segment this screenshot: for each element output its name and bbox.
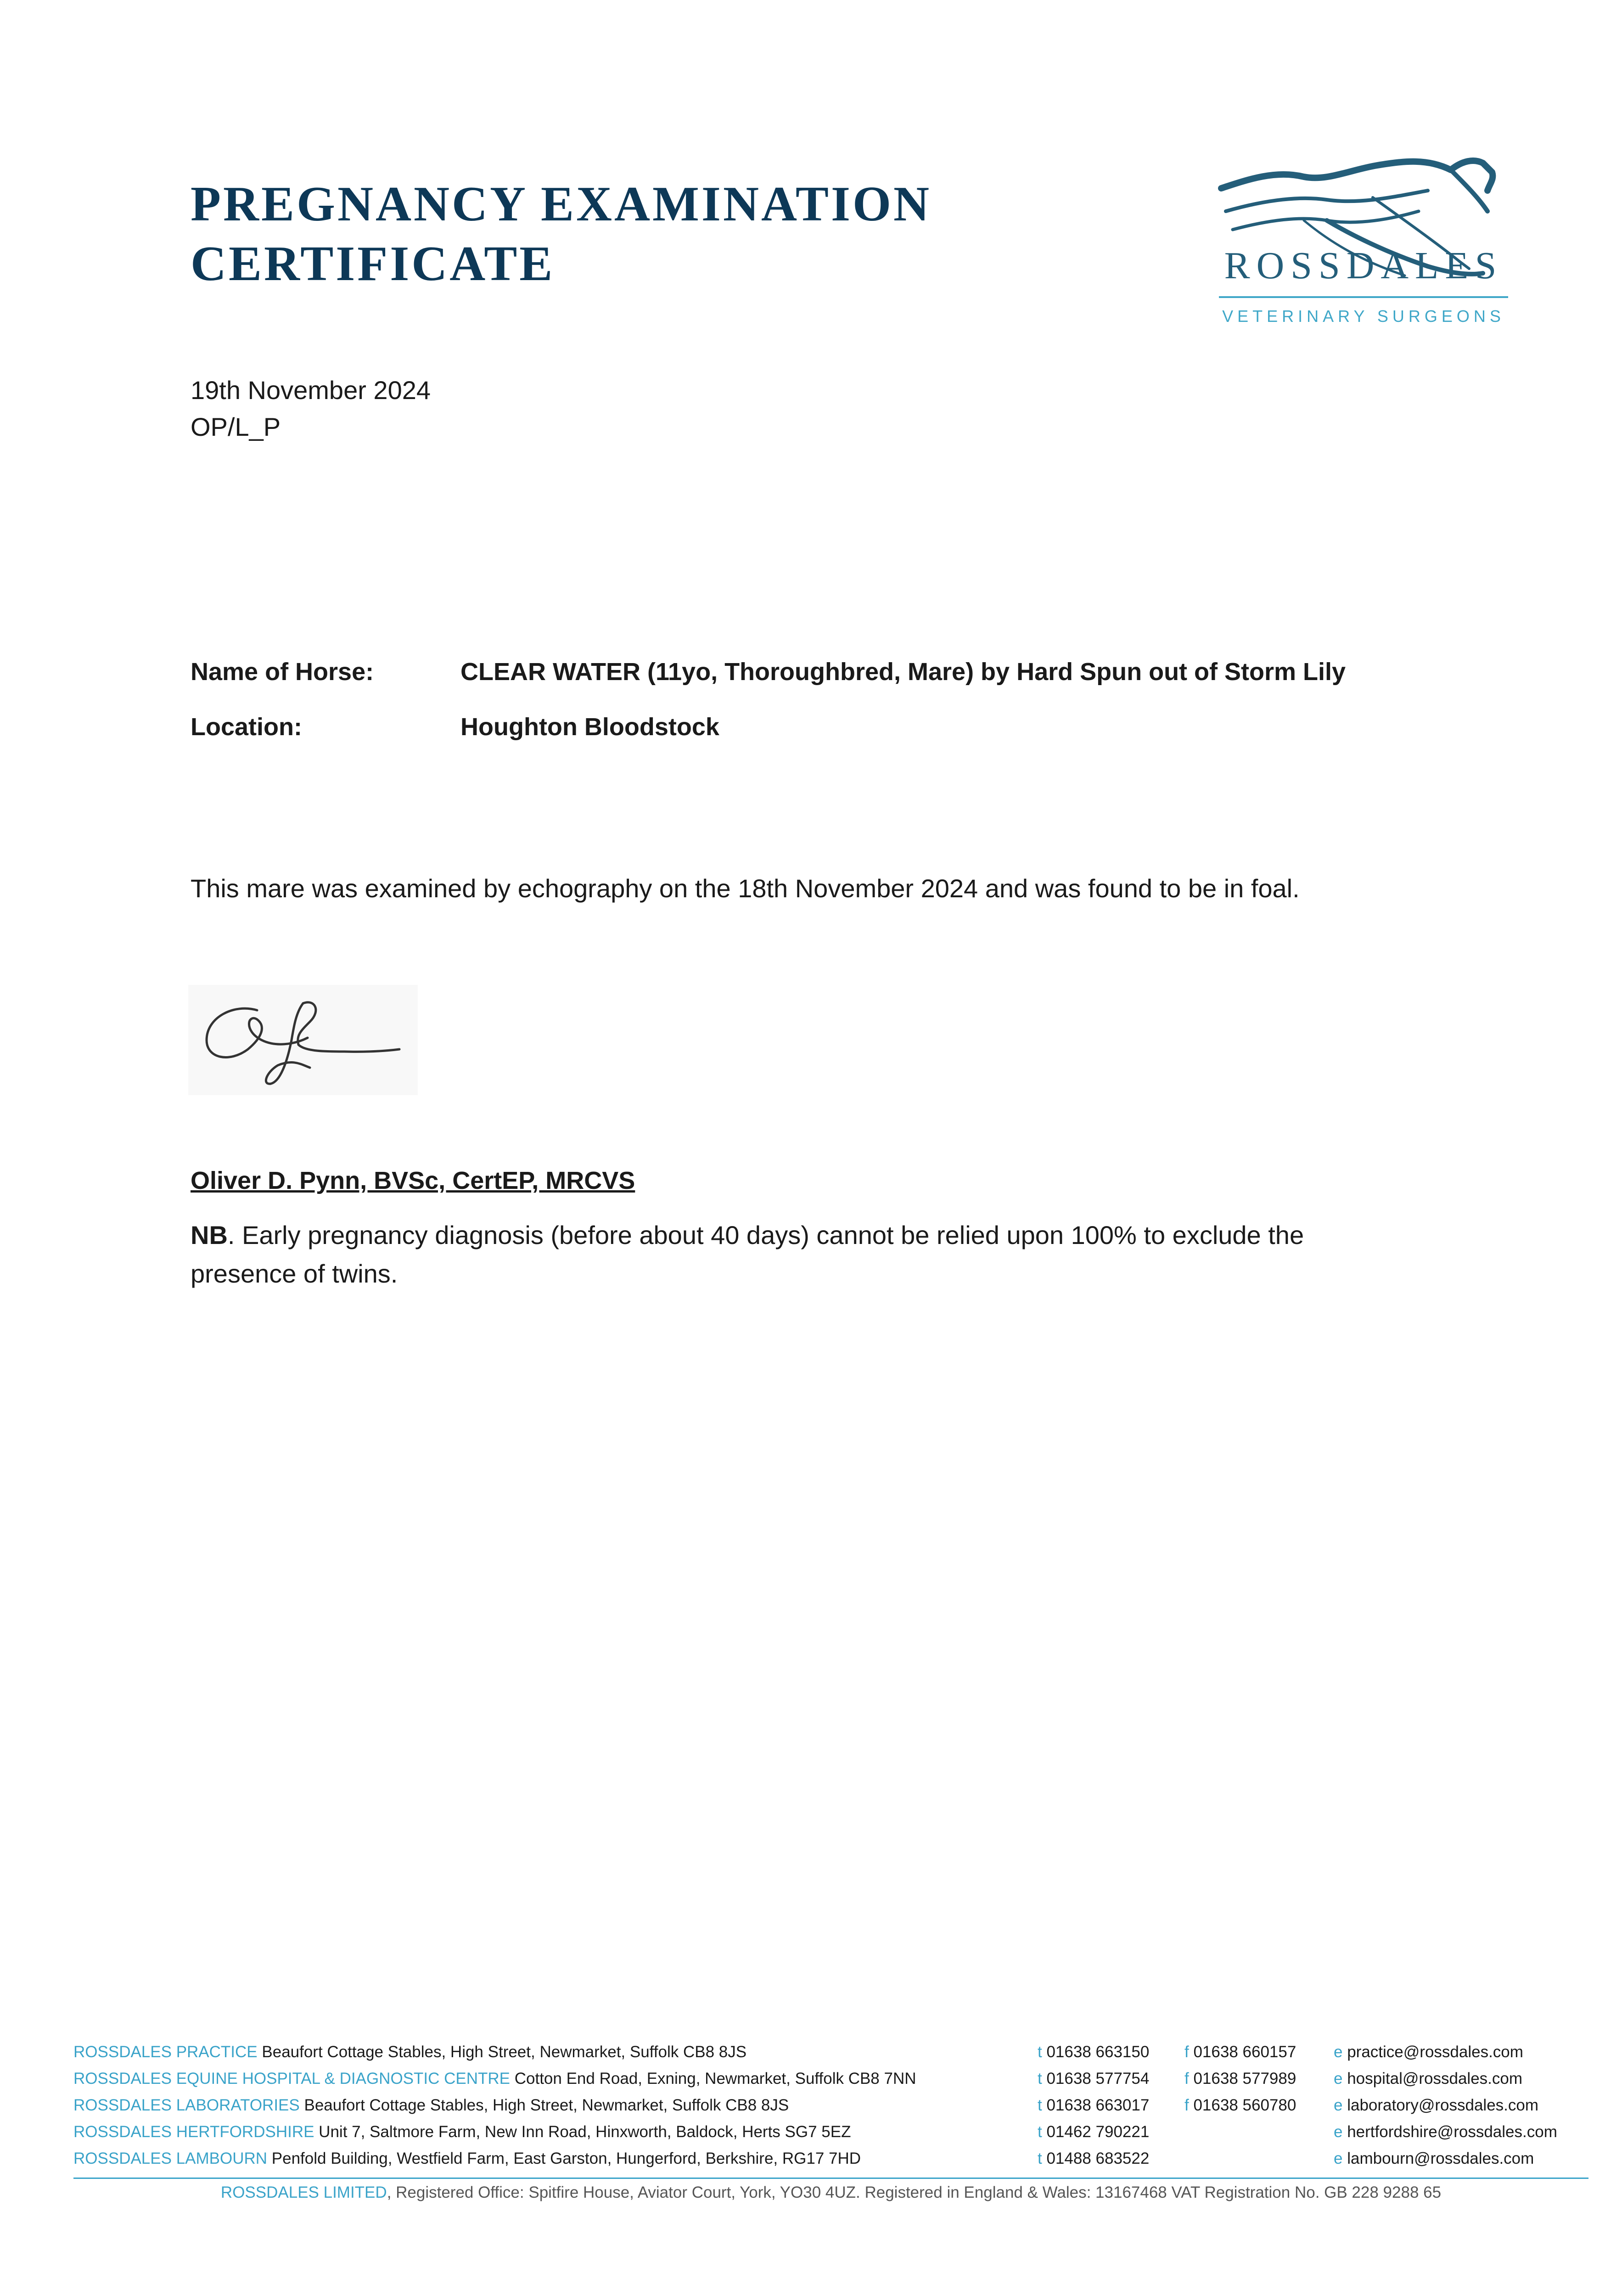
- document-meta: [191, 372, 431, 445]
- twin-disclaimer: [191, 1216, 1384, 1293]
- email-prefix: e: [1334, 2150, 1343, 2167]
- tel-prefix: t: [1038, 2043, 1042, 2061]
- footer-hospital-tel: 01638 577754: [1046, 2070, 1150, 2088]
- footer-hertfordshire-email[interactable]: hertfordshire@rossdales.com: [1347, 2123, 1557, 2141]
- title-line-1: PREGNANCY EXAMINATION: [191, 177, 932, 231]
- document-date: 19th November 2024: [191, 376, 431, 405]
- tel-prefix: t: [1038, 2123, 1042, 2141]
- footer-hospital-fax: 01638 577989: [1193, 2070, 1296, 2088]
- footer-hertfordshire-address: Unit 7, Saltmore Farm, New Inn Road, Hinxworth, Baldock, Herts SG7 5EZ: [314, 2123, 851, 2141]
- footer-row-hertfordshire: [73, 2119, 1588, 2145]
- nb-label: NB: [191, 1221, 228, 1249]
- email-prefix: e: [1334, 2043, 1343, 2061]
- horse-name-label: Name of Horse:: [191, 658, 374, 686]
- footer-laboratories-name: ROSSDALES LABORATORIES: [73, 2096, 300, 2114]
- title-line-2: CERTIFICATE: [191, 236, 555, 291]
- footer-practice-tel: 01638 663150: [1046, 2043, 1150, 2061]
- footer-row-laboratories: [73, 2092, 1588, 2119]
- footer-hertfordshire-name: ROSSDALES HERTFORDSHIRE: [73, 2123, 314, 2141]
- footer-row-practice: [73, 2039, 1588, 2065]
- footer-lambourn-address: Penfold Building, Westfield Farm, East Garston, Hungerford, Berkshire, RG17 7HD: [267, 2150, 861, 2167]
- footer-practice-address: Beaufort Cottage Stables, High Street, Newmarket, Suffolk CB8 8JS: [257, 2043, 747, 2061]
- fax-prefix: f: [1184, 2070, 1189, 2088]
- footer-practice-name: ROSSDALES PRACTICE: [73, 2043, 258, 2061]
- footer-hospital-address: Cotton End Road, Exning, Newmarket, Suffolk CB8 7NN: [510, 2070, 916, 2088]
- logo-divider: [1219, 296, 1508, 298]
- footer-laboratories-email[interactable]: laboratory@rossdales.com: [1347, 2096, 1539, 2114]
- location-value: Houghton Bloodstock: [460, 713, 719, 741]
- footer-laboratories-address: Beaufort Cottage Stables, High Street, Newmarket, Suffolk CB8 8JS: [299, 2096, 789, 2114]
- footer-practice-email[interactable]: practice@rossdales.com: [1347, 2043, 1523, 2061]
- certificate-title: [191, 174, 932, 294]
- examination-statement: This mare was examined by echography on the 18th November 2024 and was found to be in foal.: [191, 874, 1300, 903]
- footer-hospital-email[interactable]: hospital@rossdales.com: [1347, 2070, 1523, 2088]
- footer-divider: [73, 2178, 1588, 2179]
- footer-row-lambourn: [73, 2145, 1588, 2172]
- horse-name-value: CLEAR WATER (11yo, Thoroughbred, Mare) by Hard Spun out of Storm Lily: [460, 658, 1346, 686]
- footer-lambourn-name: ROSSDALES LAMBOURN: [73, 2150, 268, 2167]
- footer-hertfordshire-tel: 01462 790221: [1046, 2123, 1150, 2141]
- horse-logo-icon: [1212, 106, 1515, 335]
- email-prefix: e: [1334, 2096, 1343, 2114]
- fax-prefix: f: [1184, 2043, 1189, 2061]
- footer-lambourn-tel: 01488 683522: [1046, 2150, 1150, 2167]
- fax-prefix: f: [1184, 2096, 1189, 2114]
- tel-prefix: t: [1038, 2096, 1042, 2114]
- logo-wordmark: ROSSDALES: [1224, 244, 1503, 287]
- location-label: Location:: [191, 713, 302, 741]
- footer-legal-name: ROSSDALES LIMITED: [220, 2183, 387, 2201]
- footer-hospital-name: ROSSDALES EQUINE HOSPITAL & DIAGNOSTIC CENTRE: [73, 2070, 511, 2088]
- footer-lambourn-email[interactable]: lambourn@rossdales.com: [1347, 2150, 1534, 2167]
- tel-prefix: t: [1038, 2070, 1042, 2088]
- email-prefix: e: [1334, 2070, 1343, 2088]
- document-reference: OP/L_P: [191, 412, 281, 441]
- footer-laboratories-fax: 01638 560780: [1193, 2096, 1296, 2114]
- footer-laboratories-tel: 01638 663017: [1046, 2096, 1150, 2114]
- logo-subtitle: VETERINARY SURGEONS: [1222, 307, 1505, 326]
- footer-legal: [73, 2183, 1588, 2202]
- signatory-name: Oliver D. Pynn, BVSc, CertEP, MRCVS: [191, 1167, 635, 1194]
- footer-legal-text: , Registered Office: Spitfire House, Aviator Court, York, YO30 4UZ. Registered in England & Wales: 13167468 VAT Registration No. GB 228 9288 65: [387, 2183, 1442, 2201]
- nb-text: . Early pregnancy diagnosis (before about 40 days) cannot be relied upon 100% to exclude the presence of twins.: [191, 1221, 1304, 1288]
- footer-practice-fax: 01638 660157: [1193, 2043, 1296, 2061]
- footer-contacts: [73, 2039, 1588, 2172]
- email-prefix: e: [1334, 2123, 1343, 2141]
- footer-row-hospital: [73, 2065, 1588, 2092]
- tel-prefix: t: [1038, 2150, 1042, 2167]
- signature-image: [188, 985, 418, 1095]
